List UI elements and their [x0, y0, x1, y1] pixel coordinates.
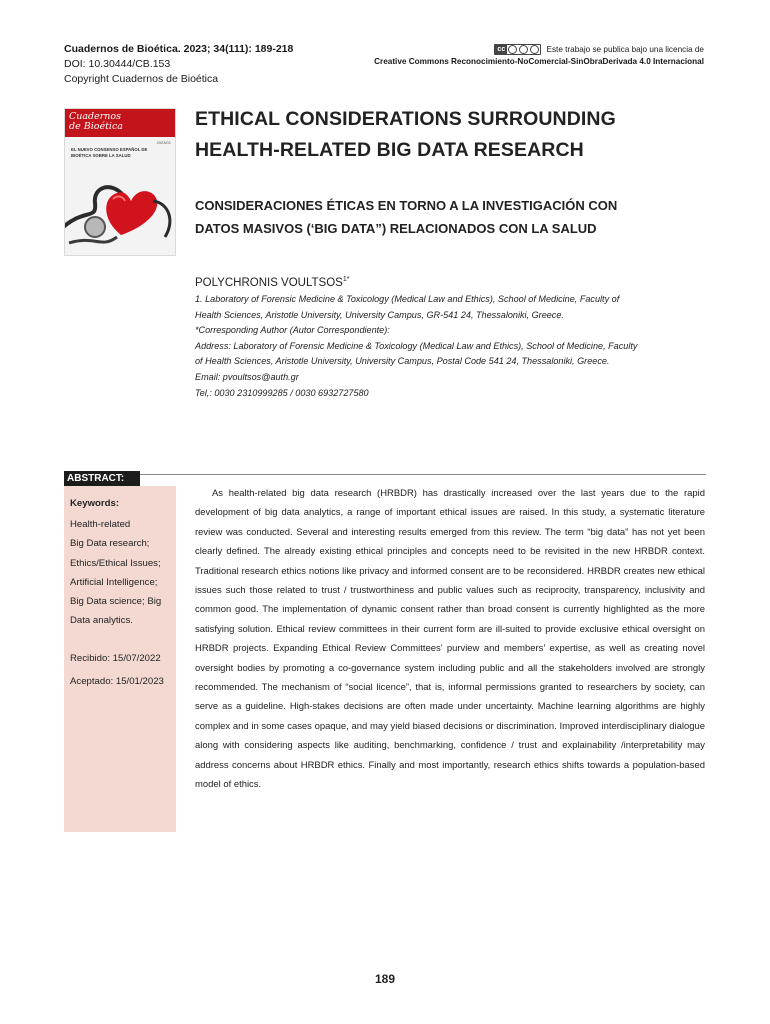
- cover-subtitle: EL NUEVO CONSENSO ESPAÑOL DE BIOÉTICA SOBRE LA SALUD: [71, 147, 148, 158]
- author-name: POLYCHRONIS $VOULTSOS^{1*}$: [195, 276, 350, 289]
- cover-title: Cuadernos de Bioética: [69, 111, 123, 132]
- article-title: ETHICAL CONSIDERATIONS SURROUNDING HEALTH-RELATED BIG DATA RESEARCH: [195, 108, 616, 161]
- keywords-sidebar: [64, 486, 176, 832]
- keyword-line: Big Data science; Big: [70, 596, 162, 608]
- keyword-line: Data analytics.: [70, 615, 133, 627]
- received-date: Recibido: 15/07/2022: [70, 653, 161, 665]
- article-dates: [70, 649, 172, 690]
- accepted-date: Aceptado: 15/01/2023: [70, 675, 164, 687]
- keyword-line: Ethics/Ethical Issues;: [70, 557, 161, 569]
- abstract-label: ABSTRACT:: [64, 471, 140, 486]
- keyword-line: Health-related: [70, 519, 131, 531]
- author-affiliation: 1. Laboratory of Forensic Medicine & Toxicology (Medical Law and Ethics), School of Medicine, Faculty of Health Sciences, Aristotle University, University Campus, GR-541 24, Thessaloniki, Greece. *Corresponding Author (Autor Correspondiente): Address: Laboratory of Forensic Medicine & Toxicology (Medical Law and Ethics), School of Medicine, Faculty of Health Sciences, Aristotle University, University Campus, Postal Code 541 24, Thessaloniki, Greece. Email: pvoultsos@auth.gr Tel,: 0030 2310999285 / 0030 6932727580: [195, 292, 710, 401]
- cc-license-icon[interactable]: cc: [494, 44, 541, 55]
- heart-stethoscope-illustration: [65, 159, 176, 256]
- doi: DOI: 10.30444/CB.153: [64, 58, 171, 70]
- journal-citation: Cuadernos de Bioética. 2023; 34(111): 189-218: [64, 43, 294, 55]
- abstract-divider: [140, 474, 706, 475]
- author-marks: 1*: [342, 276, 350, 284]
- abstract-text: As health-related big data research (HRBDR) has drastically increased over the last years due to the rapid development of big data analytics, a range of important ethical issues are raised. In this study, a systematic literature review was conducted. Several and interesting results emerged from this review. The term “big data” has not yet been clearly defined. The already existing ethical principles and concepts need to be revisited in the new HRBDR context. Traditional research ethics notions like privacy and informed consent are to be reconsidered. HRBDR creates new ethical issues such those related to trust / trustworthiness and public values such as reciprocity, transparency, inclusivity and common good. The implementation of dynamic consent rather than broad consent is currently highlighted as the more satisfying solution. Ethical review committees in their current form are ill-suited to provide exclusive ethical oversight on HRBDR projects. Expanding Ethical Review Committees’ purview and members’ expertise, as well as creating novel oversight bodies by promoting a co-governance system including public and all the stakeholders involved are strongly recommended. The mechanism of “social licence”, that is, informal permissions granted to researchers by society, can serve as a guideline. High-stakes decisions are often made under uncertainty. Machine learning algorithms are highly complex and in some cases opaque, and may yield biased decisions or discrimination. Improved interdisciplinary dialogue along with considering aspects like auditing, benchmarking, confidence / trust and explainability /interpretability may address concerns about HRBDR ethics. Finally and most importantly, research ethics shifts towards a population-based model of ethics.: [195, 488, 705, 791]
- cover-info: 2023/01: [156, 140, 171, 145]
- license-intro: Este trabajo se publica bajo una licencia de: [546, 45, 704, 54]
- journal-header: [64, 42, 293, 87]
- copyright: Copyright Cuadernos de Bioética: [64, 73, 219, 85]
- keyword-line: Artificial Intelligence;: [70, 576, 158, 588]
- page-number: 189: [374, 972, 396, 986]
- author-phone: Tel,: 0030 2310999285 / 0030 6932727580: [195, 387, 369, 398]
- author-email[interactable]: Email: pvoultsos@auth.gr: [195, 371, 299, 382]
- journal-cover-image: [64, 108, 176, 256]
- article-subtitle-spanish: CONSIDERACIONES ÉTICAS EN TORNO A LA INVESTIGACIÓN CON DATOS MASIVOS (‘BIG DATA”) RELACIONADOS CON LA SALUD: [195, 198, 618, 236]
- license-link[interactable]: Creative Commons Reconocimiento-NoComercial-SinObraDerivada 4.0 Internacional: [374, 57, 704, 66]
- keywords-label: Keywords:: [70, 498, 120, 509]
- keyword-line: Big Data research;: [70, 538, 150, 550]
- license-notice: [374, 44, 704, 68]
